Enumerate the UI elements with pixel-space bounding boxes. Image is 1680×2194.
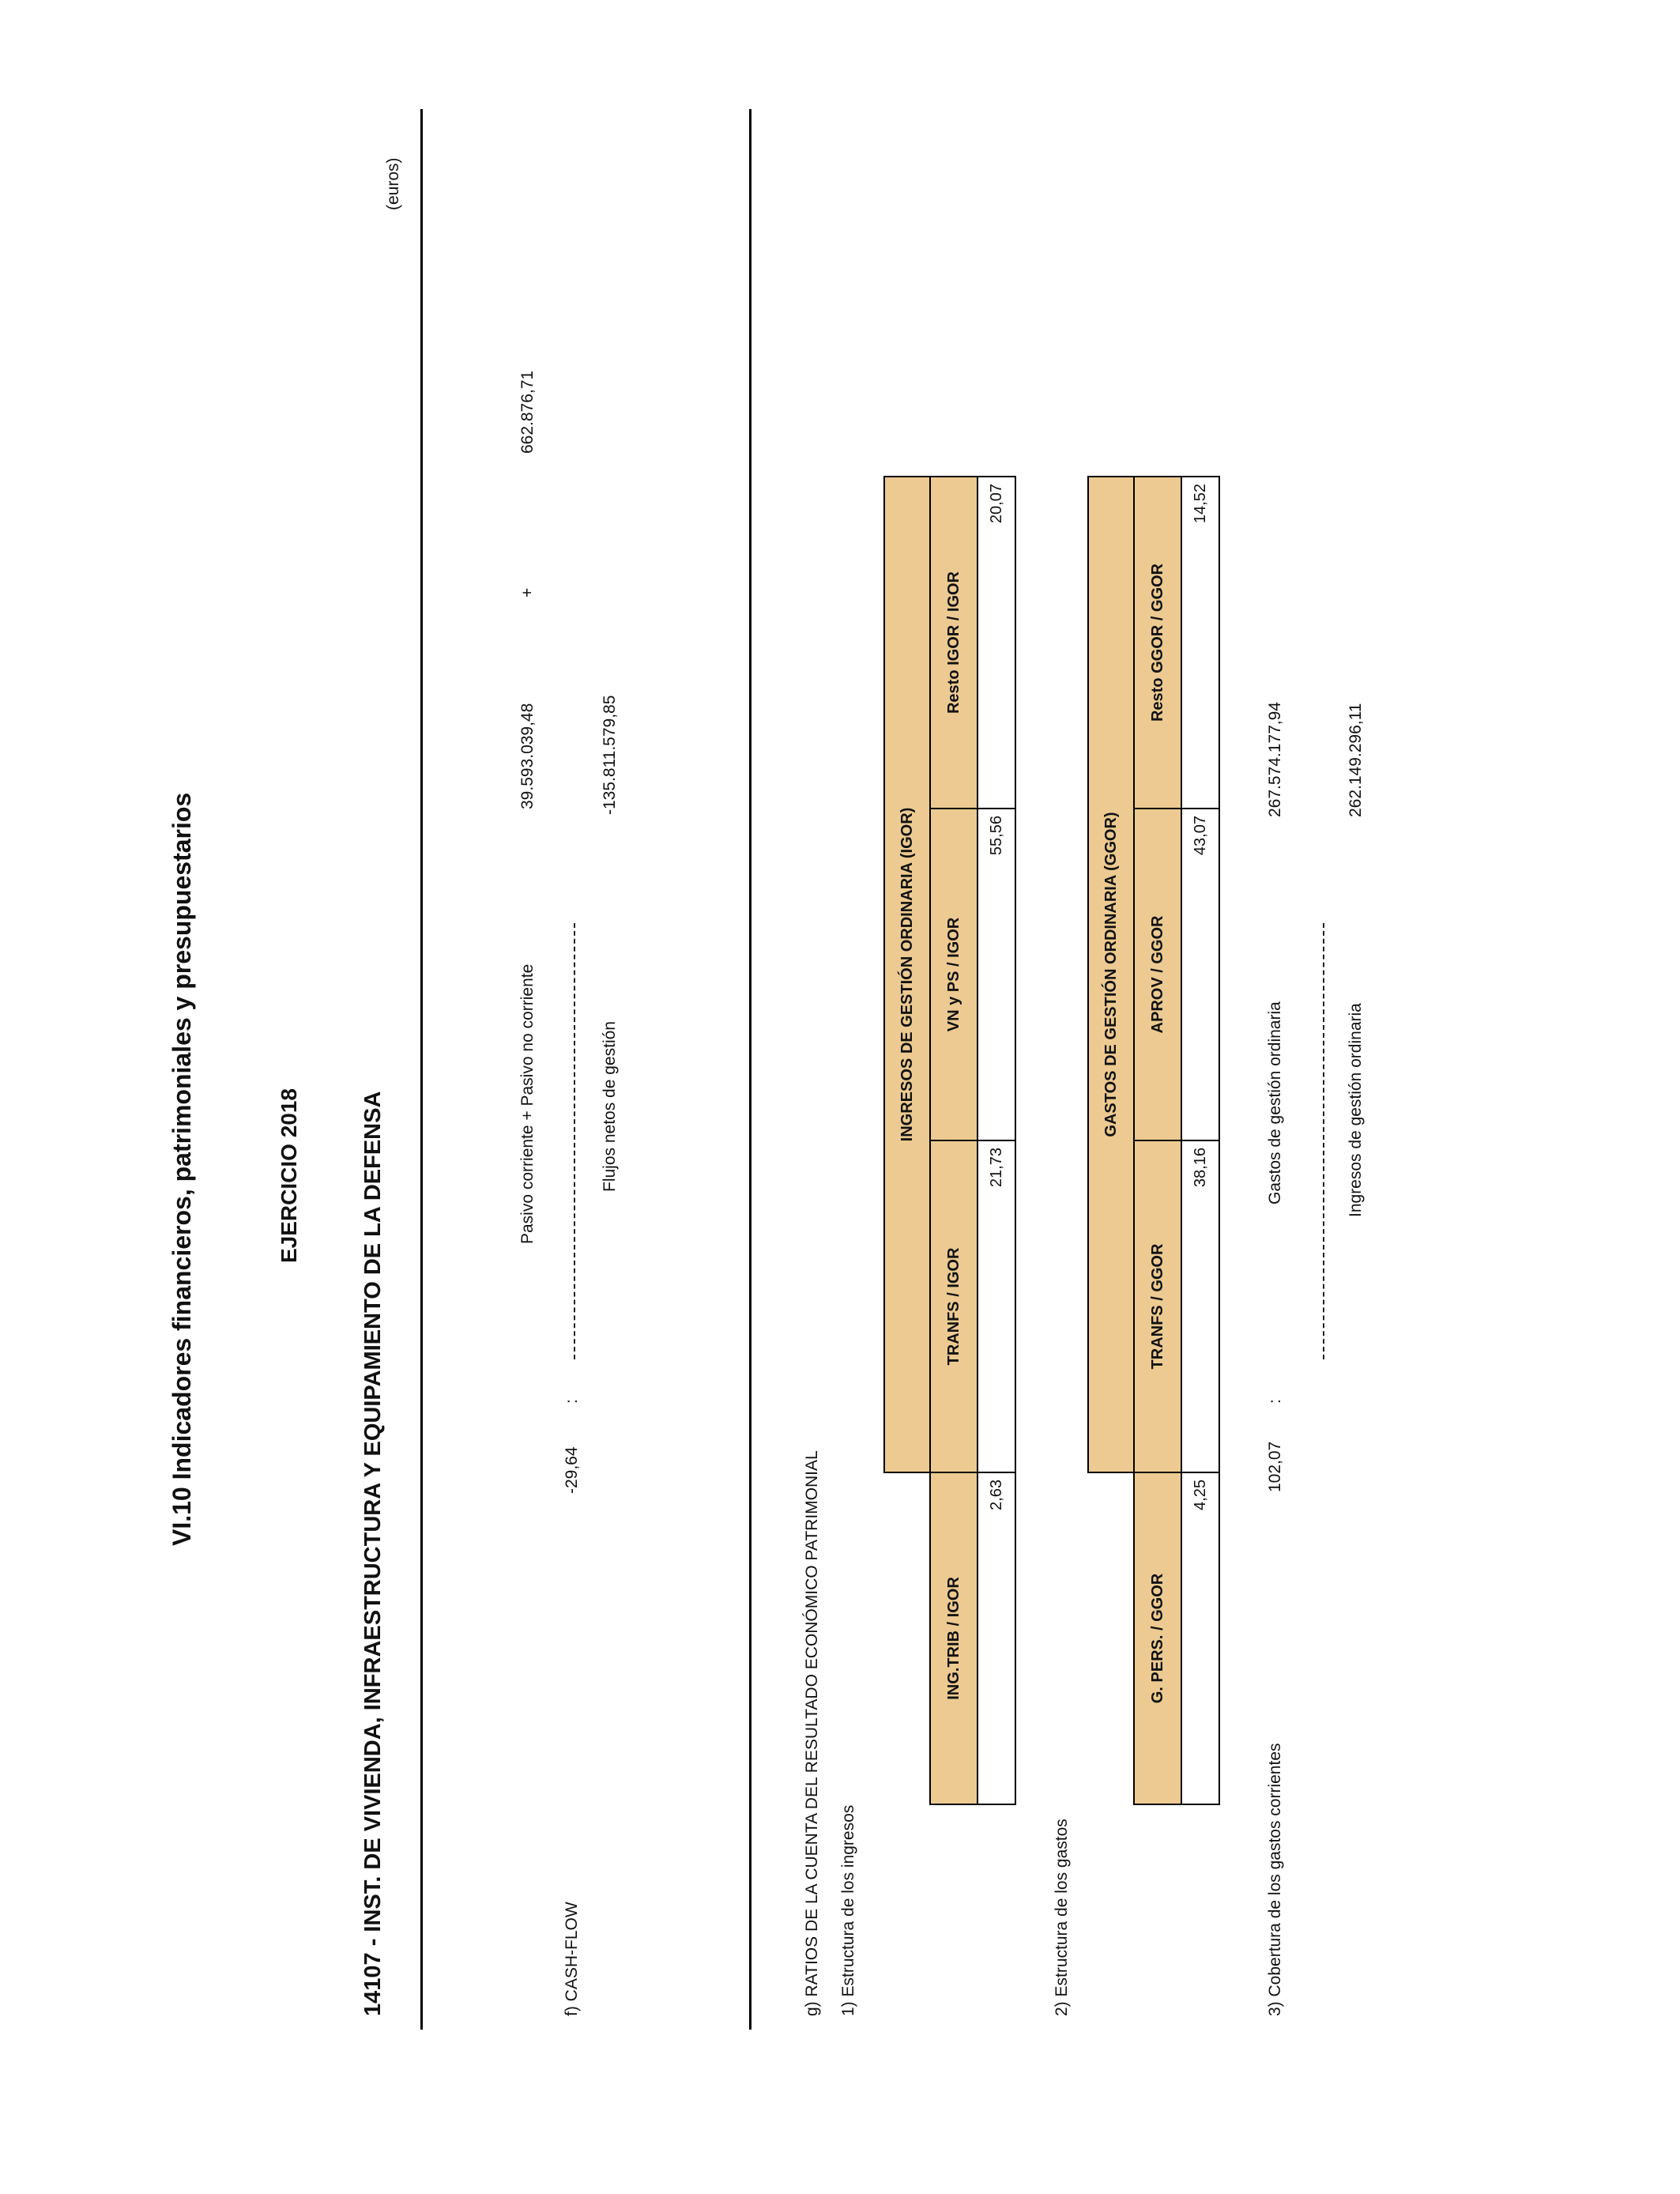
entity-title: 14107 - INST. DE VIVIENDA, INFRAESTRUCTURA Y EQUIPAMIENTO DE LA DEFENSA xyxy=(360,1091,386,2016)
cashflow-fraction-line xyxy=(574,923,575,1359)
expense-value-resto: 14,52 xyxy=(1181,477,1219,809)
expense-col-aprov: APROV / GGOR xyxy=(1134,809,1181,1140)
income-col-tranfs: TRANFS / IGOR xyxy=(930,1140,977,1472)
expense-value-tranfs: 38,16 xyxy=(1181,1140,1219,1472)
coverage-label: 3) Cobertura de los gastos corrientes xyxy=(1266,1743,1284,2016)
cashflow-denominator-value: -135.811.579,85 xyxy=(601,695,619,815)
main-title: VI.10 Indicadores financieros, patrimoniales y presupuestarios xyxy=(168,792,196,1546)
income-structure-table xyxy=(883,476,1016,1805)
expense-value-aprov: 43,07 xyxy=(1181,809,1219,1140)
expense-col-resto: Resto GGOR / GGOR xyxy=(1134,477,1181,809)
coverage-numerator-value: 267.574.177,94 xyxy=(1266,702,1284,817)
coverage-colon: : xyxy=(1266,1399,1284,1404)
income-value-resto: 20,07 xyxy=(977,477,1015,809)
income-group-header: INGRESOS DE GESTIÓN ORDINARIA (IGOR) xyxy=(884,477,930,1472)
expense-col-tranfs: TRANFS / GGOR xyxy=(1134,1140,1181,1472)
middle-divider xyxy=(749,109,751,2030)
expense-col-g-pers: G. PERS. / GGOR xyxy=(1134,1472,1181,1804)
units-label: (euros) xyxy=(384,157,402,210)
income-value-tranfs: 21,73 xyxy=(977,1140,1015,1472)
coverage-denominator-label: Ingresos de gestión ordinaria xyxy=(1347,1003,1365,1217)
expense-structure-label: 2) Estructura de los gastos xyxy=(1053,1819,1071,2016)
coverage-numerator-label: Gastos de gestión ordinaria xyxy=(1266,1001,1284,1204)
exercise-year: EJERCICIO 2018 xyxy=(277,1088,301,1263)
cashflow-numerator-value1: 39.593.039,48 xyxy=(518,703,537,809)
income-structure-label: 1) Estructura de los ingresos xyxy=(839,1804,857,2016)
cashflow-colon: : xyxy=(563,1399,581,1404)
top-divider xyxy=(420,109,423,2030)
income-col-ing-trib: ING.TRIB / IGOR xyxy=(930,1472,977,1804)
cashflow-numerator-label: Pasivo corriente + Pasivo no corriente xyxy=(518,963,537,1244)
section-g-title: g) RATIOS DE LA CUENTA DEL RESULTADO ECONÓMICO PATRIMONIAL xyxy=(803,1450,821,2016)
cashflow-plus: + xyxy=(518,587,537,598)
expense-structure-table xyxy=(1087,476,1220,1805)
cashflow-denominator-label: Flujos netos de gestión xyxy=(601,1021,619,1192)
cashflow-value: -29,64 xyxy=(563,1446,581,1494)
coverage-denominator-value: 262.149.296,11 xyxy=(1347,703,1365,817)
coverage-fraction-line xyxy=(1323,923,1324,1359)
coverage-value: 102,07 xyxy=(1266,1441,1284,1492)
income-value-vn-ps: 55,56 xyxy=(977,809,1015,1140)
cashflow-numerator-value2: 662.876,71 xyxy=(518,370,537,454)
income-col-vn-ps: VN y PS / IGOR xyxy=(930,809,977,1140)
expense-value-g-pers: 4,25 xyxy=(1181,1472,1219,1804)
cashflow-label: f) CASH-FLOW xyxy=(563,1902,581,2016)
income-value-ing-trib: 2,63 xyxy=(977,1472,1015,1804)
income-col-resto: Resto IGOR / IGOR xyxy=(930,477,977,809)
expense-group-header: GASTOS DE GESTIÓN ORDINARIA (GGOR) xyxy=(1088,477,1134,1472)
